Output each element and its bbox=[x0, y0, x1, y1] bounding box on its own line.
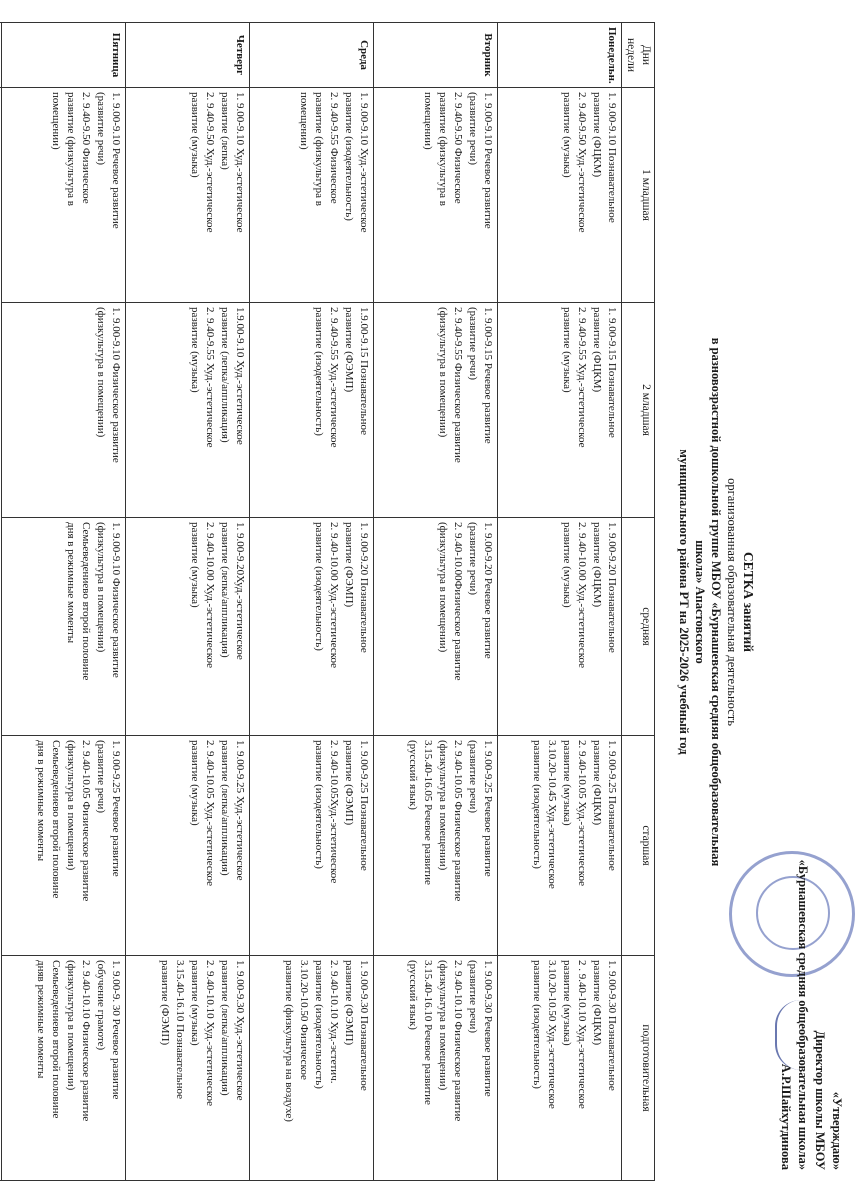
activity-line: развитие (изодеятельность) bbox=[531, 960, 543, 1089]
total-row bbox=[0, 23, 2, 1181]
title-line-4: муниципального района РТ на 2025-2026 учебный год bbox=[677, 449, 691, 755]
activity-line: 2. 9.40-10.00 Худ.-эстетическое bbox=[204, 522, 216, 669]
activity-line: развитие (ФЦКМ) bbox=[591, 307, 603, 393]
schedule-cell bbox=[126, 303, 250, 518]
activity-line: развитие (физкультура в bbox=[437, 92, 449, 206]
activity-line: дня в режимные моменты bbox=[35, 740, 47, 862]
activity-line: 2. 9.40-10.10 Худ.-эстетическое bbox=[204, 960, 216, 1107]
activity-line: 1. 9.00-9.30 Речевое развитие bbox=[482, 960, 494, 1097]
activity-line: развитие (ФЦКМ) bbox=[591, 960, 603, 1046]
activity-line: 1. 9.00-9.20 Речевое развитие bbox=[482, 522, 494, 659]
table-row bbox=[126, 23, 250, 1181]
column-header: 1 младшая bbox=[622, 88, 655, 303]
column-header: старшая bbox=[622, 736, 655, 956]
activity-line: 3.15.40-16.10 Речевое развитие bbox=[422, 960, 434, 1105]
activity-line: (развитие речи) bbox=[467, 960, 479, 1033]
activity-line: 1. 9.00-9.10 Физическое развитие bbox=[110, 307, 122, 463]
activity-line: 3.10.20-10.50 Физическое bbox=[298, 960, 310, 1080]
approval-line-3: «Бурнашевская средняя общеобразовательная школа» bbox=[796, 859, 810, 1170]
activity-line: 2. 9.40-9.55 Физическое развитие bbox=[452, 307, 464, 463]
activity-line: 1. 9.00-9.10 Речевое развитие bbox=[110, 92, 122, 229]
activity-line: развитие (изодеятельность) bbox=[531, 740, 543, 869]
activity-line: развитие (физкультура в bbox=[313, 92, 325, 206]
activity-line: помещении) bbox=[298, 92, 310, 150]
activity-line: 2. 9.40-10.00 Худ.-эстетическое bbox=[576, 522, 588, 669]
approval-line-4: А.Р.Шайхутдинова bbox=[779, 1063, 793, 1170]
activity-line: 1. 9.00-9.15 Речевое развитие bbox=[482, 307, 494, 444]
activity-line: (физкультура в помещении) bbox=[437, 522, 449, 653]
schedule-cell bbox=[374, 518, 498, 736]
activity-line: (физкультура в помещении) bbox=[437, 307, 449, 438]
activity-line: 1. 9.00-9.20 Познавательное bbox=[358, 522, 370, 653]
activity-line: 2. 9.40-9.55 Худ.-эстетическое bbox=[328, 307, 340, 448]
activity-line: (развитие речи) bbox=[467, 92, 479, 165]
schedule-cell bbox=[126, 518, 250, 736]
activity-line: развитие (лепка) bbox=[219, 92, 231, 170]
schedule-cell bbox=[2, 303, 126, 518]
activity-line: 2. 9.40-10.05 Физическое развитие bbox=[80, 740, 92, 902]
schedule-cell bbox=[2, 736, 126, 956]
activity-line: развитие (ФЦКМ) bbox=[591, 92, 603, 178]
activity-line: развитие (лепка/аппликация) bbox=[219, 960, 231, 1096]
activity-line: 1. 9.00-9.25 Познавательное bbox=[358, 740, 370, 871]
activity-line: развитие (лепка/аппликация) bbox=[219, 522, 231, 658]
table-row bbox=[2, 23, 126, 1181]
activity-line: развитие (лепка/аппликация) bbox=[219, 740, 231, 876]
schedule-cell bbox=[126, 88, 250, 303]
activity-line: помещении) bbox=[50, 92, 62, 150]
activity-line: 2. 9.40-10.10 Физическое развитие bbox=[452, 960, 464, 1122]
document-title bbox=[676, 322, 756, 882]
total-label bbox=[0, 23, 2, 88]
activity-line: 1. 9.00-9.10 Физическое развитие bbox=[110, 522, 122, 678]
day-cell: Среда bbox=[250, 23, 374, 88]
activity-line: (физкультура в помещении) bbox=[95, 307, 107, 438]
activity-line: развитие (ФЭМП) bbox=[343, 960, 355, 1046]
document-header bbox=[655, 22, 851, 1182]
activity-line: развитие (ФЦКМ) bbox=[591, 740, 603, 826]
schedule-cell bbox=[498, 518, 622, 736]
title-line-3: в разновозрастной дошкольной группе МБОУ «Бурнашевская средняя общеобразовательная школа» Апастовского bbox=[693, 337, 723, 867]
schedule-cell bbox=[250, 518, 374, 736]
activity-line: 1. 9.00-9.30 Худ.-эстетическое bbox=[234, 960, 246, 1101]
title-line-2: организованная образовательная деятельность bbox=[725, 478, 739, 726]
schedule-cell bbox=[2, 518, 126, 736]
activity-line: 1. 9.00-9.20Худ.-эстетическое bbox=[234, 522, 246, 660]
activity-line: 3.15.40-16.10 Познавательное bbox=[174, 960, 186, 1099]
table-row bbox=[374, 23, 498, 1181]
activity-line: (физкультура в помещении) bbox=[65, 960, 77, 1091]
day-cell: Пятница bbox=[2, 23, 126, 88]
schedule-cell bbox=[498, 956, 622, 1181]
activity-line: (физкультура в помещении) bbox=[65, 740, 77, 871]
activity-line: развитие (изодеятельность) bbox=[313, 522, 325, 651]
schedule-cell bbox=[126, 736, 250, 956]
day-cell: Понедельн. bbox=[498, 23, 622, 88]
schedule-cell bbox=[126, 956, 250, 1181]
summary-text bbox=[0, 88, 2, 1181]
activity-line: 2. 9.40-9.55 Худ.-эстетическое bbox=[576, 307, 588, 448]
activity-line: развитие (физкультура на воздухе) bbox=[283, 960, 295, 1122]
activity-line: (развитие речи) bbox=[467, 740, 479, 813]
schedule-table bbox=[0, 22, 655, 1181]
activity-line: 2. 9.40-9.55 Физическое bbox=[328, 92, 340, 204]
activity-line: развитие (изодеятельность) bbox=[343, 92, 355, 221]
schedule-cell bbox=[374, 88, 498, 303]
activity-line: (физкультура в помещении) bbox=[437, 740, 449, 871]
day-cell: Четверг bbox=[126, 23, 250, 88]
activity-line: 1. 9.00-9.30 Познавательное bbox=[358, 960, 370, 1091]
activity-line: развитие (музыка) bbox=[189, 960, 201, 1046]
activity-line: развитие (изодеятельность) bbox=[313, 740, 325, 869]
activity-line: 2. 9.40-9.55 Худ.-эстетическое bbox=[204, 307, 216, 448]
activity-line: развитие (музыка) bbox=[561, 522, 573, 608]
activity-line: развитие (ФЭМП) bbox=[159, 960, 171, 1046]
activity-line: помещении) bbox=[422, 92, 434, 150]
activity-line: развитие (музыка) bbox=[561, 307, 573, 393]
activity-line: 1. 9.00-9.25 Речевое развитие bbox=[110, 740, 122, 877]
activity-line: (развитие речи) bbox=[467, 522, 479, 595]
activity-line: 1.9.00-9.10 Худ.-эстетическое bbox=[234, 307, 246, 445]
activity-line: развитие (ФЭМП) bbox=[343, 740, 355, 826]
activity-line: 1. 9.00-9.10 Речевое развитие bbox=[482, 92, 494, 229]
activity-line: развитие (ФЦКМ) bbox=[591, 522, 603, 608]
activity-line: 2. 9.40-10.00Физическое развитие bbox=[452, 522, 464, 681]
schedule-cell bbox=[250, 736, 374, 956]
activity-line: развитие (музыка) bbox=[561, 740, 573, 826]
activity-line: 2. 9.40-10.05 Физическое развитие bbox=[452, 740, 464, 902]
activity-line: 2. 9.40-10.10 Худ.-эстетич. bbox=[328, 960, 340, 1084]
activity-line: 3.10.20-10.50 Худ.-эстетическое bbox=[546, 960, 558, 1109]
column-header: подготовительная bbox=[622, 956, 655, 1181]
schedule-cell bbox=[2, 956, 126, 1181]
activity-line: 3.10.20-10.45 Худ.-эстетическое bbox=[546, 740, 558, 889]
activity-line: развитие (ФЭМП) bbox=[343, 522, 355, 608]
title-line-1: СЕТКА занятий bbox=[741, 551, 756, 653]
table-row bbox=[498, 23, 622, 1181]
activity-line: 2. 9.40-10.10 Физическое развитие bbox=[80, 960, 92, 1122]
column-header: Дни недели bbox=[622, 23, 655, 88]
activity-line: 2. 9.40-9.50 Физическое bbox=[80, 92, 92, 204]
schedule-cell bbox=[498, 736, 622, 956]
schedule-cell bbox=[498, 303, 622, 518]
activity-line: 2 . 9.40-10.10 Худ.-эстетическое bbox=[576, 960, 588, 1109]
activity-line: 2. 9.40-10.05Худ.-эстетическое bbox=[328, 740, 340, 884]
column-header: 2 младшая bbox=[622, 303, 655, 518]
activity-line: Семьеведениево второй половине bbox=[50, 740, 62, 899]
activity-line: развитие (музыка) bbox=[189, 92, 201, 178]
activity-line: (развитие речи) bbox=[95, 92, 107, 165]
activity-line: дня в режимные моменты bbox=[65, 522, 77, 644]
activity-line: Семьеведениево второй половине bbox=[50, 960, 62, 1119]
activity-line: (развитие речи) bbox=[95, 740, 107, 813]
activity-line: (русский язык) bbox=[407, 960, 419, 1030]
activity-line: 1. 9.00-9.25 Познавательное bbox=[606, 740, 618, 871]
activity-line: 1. 9.00-9.25 Речевое развитие bbox=[482, 740, 494, 877]
activity-line: 1. 9.00-9.10 Худ.-эстетическое bbox=[234, 92, 246, 233]
approval-block bbox=[777, 860, 845, 1170]
column-header: средняя bbox=[622, 518, 655, 736]
activity-line: 2. 9.40-9.50 Худ.-эстетическое bbox=[204, 92, 216, 233]
schedule-cell bbox=[374, 736, 498, 956]
table-header-row bbox=[622, 23, 655, 1181]
table-row bbox=[250, 23, 374, 1181]
activity-line: 1. 9.00-9.20 Познавательное bbox=[606, 522, 618, 653]
activity-line: 1.9.00-9.15 Познавательное bbox=[358, 307, 370, 435]
activity-line: развитие (музыка) bbox=[561, 960, 573, 1046]
activity-line: 1. 9.00-9.10 Познавательное bbox=[606, 92, 618, 223]
schedule-cell bbox=[250, 88, 374, 303]
activity-line: 1. 9.00-9.10 Худ.-эстетическое bbox=[358, 92, 370, 233]
activity-line: 2. 9.40-10.00 Худ.-эстетическое bbox=[328, 522, 340, 669]
activity-line: 2. 9.40-10.05 Худ.-эстетическое bbox=[576, 740, 588, 887]
activity-line: 2. 9.40-9.50 Физическое bbox=[452, 92, 464, 204]
activity-line: (обучение грамоте) bbox=[95, 960, 107, 1051]
activity-line: 2. 9.40-9.50 Худ.-эстетическое bbox=[576, 92, 588, 233]
activity-line: (развитие речи) bbox=[467, 307, 479, 380]
activity-line: (русский язык) bbox=[407, 740, 419, 810]
schedule-cell bbox=[498, 88, 622, 303]
activity-line: развитие (музыка) bbox=[561, 92, 573, 178]
schedule-cell bbox=[250, 956, 374, 1181]
activity-line: развитие (изодеятельность) bbox=[313, 307, 325, 436]
activity-line: развитие (ФЭМП) bbox=[343, 307, 355, 393]
activity-line: развитие (изодеятельность) bbox=[313, 960, 325, 1089]
approval-line-2: Директор школы МБОУ bbox=[813, 1030, 827, 1170]
activity-line: (физкультура в помещении) bbox=[95, 522, 107, 653]
schedule-cell bbox=[250, 303, 374, 518]
activity-line: 3.15.40-16.05 Речевое развитие bbox=[422, 740, 434, 885]
schedule-cell bbox=[2, 88, 126, 303]
activity-line: 1. 9.00-9. 30 Речевое развитие bbox=[110, 960, 122, 1100]
schedule-cell bbox=[374, 303, 498, 518]
activity-line: развитие (музыка) bbox=[189, 307, 201, 393]
activity-line: дняв режимные моменты bbox=[35, 960, 47, 1079]
activity-line: развитие (музыка) bbox=[189, 522, 201, 608]
day-cell: Вторник bbox=[374, 23, 498, 88]
activity-line: 1. 9.00-9.15 Познавательное bbox=[606, 307, 618, 438]
schedule-cell bbox=[374, 956, 498, 1181]
activity-line: Семьеведениево второй половине bbox=[80, 522, 92, 681]
activity-line: 1. 9.00-9.25 Худ.-эстетическое bbox=[234, 740, 246, 881]
activity-line: развитие (музыка) bbox=[189, 740, 201, 826]
activity-line: 1. 9.00-9.30 Познавательное bbox=[606, 960, 618, 1091]
activity-line: 2. 9.40-10.05 Худ.-эстетическое bbox=[204, 740, 216, 887]
approval-line-1: «Утверждаю» bbox=[830, 1091, 844, 1170]
activity-line: развитие (физкультура в bbox=[65, 92, 77, 206]
activity-line: (физкультура в помещении) bbox=[437, 960, 449, 1091]
activity-line: развитие (лепка/аппликация) bbox=[219, 307, 231, 443]
